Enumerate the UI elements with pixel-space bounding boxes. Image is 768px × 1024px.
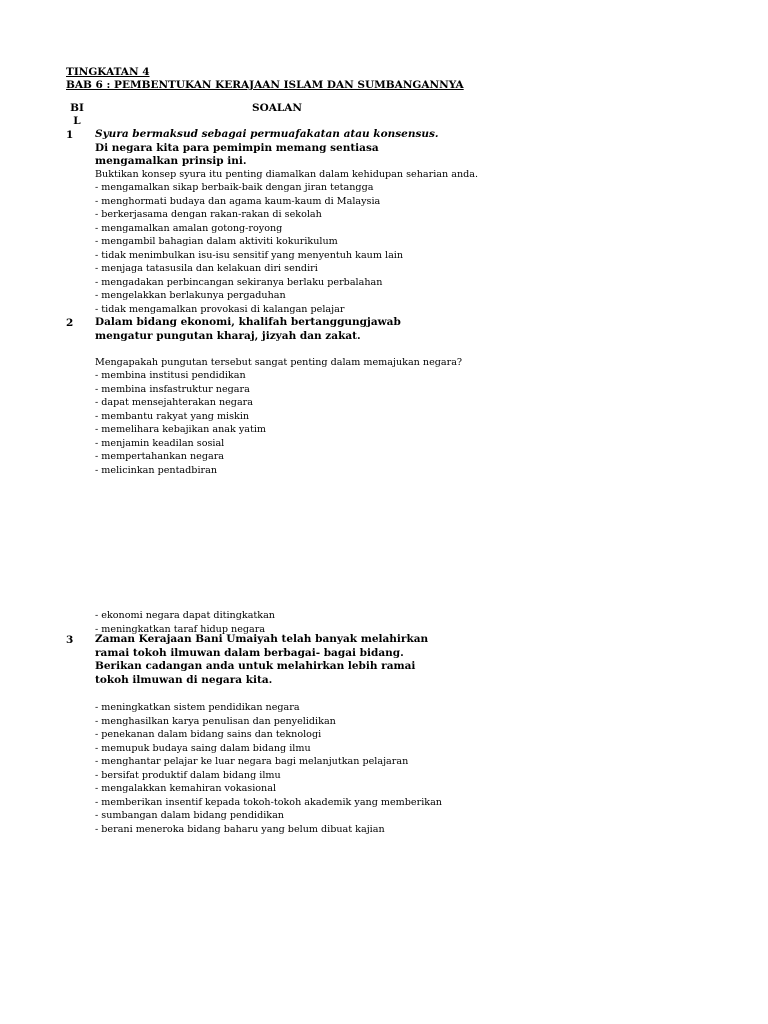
list-item: - membantu rakyat yang miskin [95, 410, 250, 422]
list-item: - mengelakkan berlakunya pergaduhan [95, 290, 286, 301]
list-item: - menghasilkan karya penulisan dan penyelidikan [95, 715, 336, 727]
q2-number: 2 [66, 317, 74, 329]
list-item: - melicinkan pentadbiran [95, 464, 217, 476]
q1-question-italic: Syura bermaksud sebagai permuafakatan atau konsensus. [95, 128, 439, 140]
list-item: - tidak mengamalkan provokasi di kalangan pelajar [95, 303, 345, 315]
list-item: - tidak menimbulkan isu-isu sensitif yang menyentuh kaum lain [95, 249, 404, 261]
bil-header-line2: L [73, 115, 81, 127]
q3-answer-list [95, 701, 442, 836]
list-item: - sumbangan dalam bidang pendidikan [95, 810, 284, 821]
list-item: - penekanan dalam bidang sains dan teknologi [95, 729, 322, 740]
q2-answer-list [95, 369, 266, 477]
list-item: - membina insfastruktur negara [95, 383, 250, 395]
q3-question-part2: Berikan cadangan anda untuk melahirkan lebih ramai tokoh ilmuwan di negara kita. [95, 660, 416, 686]
bil-header-line1: BI [70, 102, 84, 114]
list-item: - menghormati budaya dan agama kaum-kaum di Malaysia [95, 195, 381, 207]
list-item: - mengamalkan sikap berbaik-baik dengan jiran tetangga [95, 182, 374, 193]
q3-number: 3 [66, 634, 74, 646]
q3-question [95, 633, 445, 687]
list-item: - berani meneroka bidang baharu yang belum dibuat kajian [95, 823, 385, 835]
chapter-heading: BAB 6 : PEMBENTUKAN KERAJAAN ISLAM DAN SUMBANGANNYA [66, 79, 464, 91]
soalan-column-header: SOALAN [252, 102, 303, 114]
list-item: - meningkatkan sistem pendidikan negara [95, 702, 300, 713]
list-item: - memelihara kebajikan anak yatim [95, 424, 267, 435]
list-item: - bersifat produktif dalam bidang ilmu [95, 769, 281, 781]
list-item: - mempertahankan negara [95, 451, 225, 462]
list-item: - menjamin keadilan sosial [95, 437, 225, 449]
q1-number: 1 [66, 129, 74, 141]
form-heading: TINGKATAN 4 [66, 66, 150, 78]
q1-question [95, 128, 445, 169]
list-item: - menjaga tatasusila dan kelakuan diri sendiri [95, 263, 318, 274]
list-item: - menghantar pelajar ke luar negara bagi melanjutkan pelajaran [95, 756, 409, 767]
q2-question: Dalam bidang ekonomi, khalifah bertanggungjawab mengatur pungutan kharaj, jizyah dan zakat. [95, 316, 401, 342]
bil-column-header [67, 102, 87, 128]
list-item: - mengambil bahagian dalam aktiviti kokurikulum [95, 236, 338, 247]
q1-answer-list [95, 181, 403, 316]
q2-answer-list-continued [95, 609, 275, 636]
list-item: - mengalakkan kemahiran vokasional [95, 783, 277, 794]
q3-question-part1: Zaman Kerajaan Bani Umaiyah telah banyak melahirkan ramai tokoh ilmuwan dalam berbagai- bagai bidang. [95, 633, 429, 659]
list-item: - ekonomi negara dapat ditingkatkan [95, 610, 275, 621]
q1-question-rest: Di negara kita para pemimpin memang sentiasa mengamalkan prinsip ini. [95, 141, 379, 167]
list-item: - dapat mensejahterakan negara [95, 397, 253, 408]
q1-prompt: Buktikan konsep syura itu penting diamalkan dalam kehidupan seharian anda. [95, 169, 479, 180]
list-item: - berkerjasama dengan rakan-rakan di sekolah [95, 209, 322, 220]
q2-prompt: Mengapakah pungutan tersebut sangat penting dalam memajukan negara? [95, 357, 463, 368]
list-item: - membina institusi pendidikan [95, 370, 246, 381]
list-item: - meningkatkan taraf hidup negara [95, 623, 266, 635]
list-item: - mengamalkan amalan gotong-royong [95, 222, 283, 234]
list-item: - memberikan insentif kepada tokoh-tokoh akademik yang memberikan [95, 796, 442, 808]
list-item: - memupuk budaya saing dalam bidang ilmu [95, 742, 311, 754]
list-item: - mengadakan perbincangan sekiranya berlaku perbalahan [95, 276, 383, 288]
